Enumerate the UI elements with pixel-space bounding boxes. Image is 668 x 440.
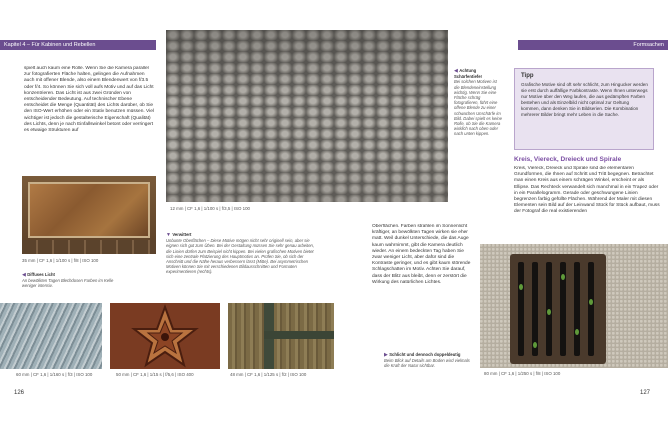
thumb2-meta: 50 mm | CF 1,6 | 1/15 s | f/5,6 | ISO 400 — [116, 372, 194, 377]
thumb1-meta: 60 mm | CF 1,6 | 1/160 s | f/3 | ISO 100 — [16, 372, 93, 377]
chapter-header: Kapitel 4 – Für Kabinen und Rebellen — [0, 40, 156, 50]
triangle-down-icon: ▼ — [166, 232, 173, 238]
grate-caption — [384, 352, 476, 369]
grate-frame — [510, 254, 606, 364]
tip-text: Grafische Motive sind oft sehr schlicht, zum Hingucker werden sie erst durch auffällige Farbkontraste. Wenn Ihnen unterwegs nur Motive über den Weg laufen, die aus gedämpften Farben bestehen und als Einzelbild nicht optimal zur Geltung kommen, dann denken Sie in Bildserien. Die Kombination mehrerer Bilder bringt mehr Leben in die Sache. — [521, 82, 648, 117]
sign-plate — [28, 182, 150, 238]
cobblestone-photo — [166, 30, 448, 202]
weathered-caption-text: Unbunte Oberflächen – Diese Motive mögen nicht sehr originell sein, aber sie eignen sich gut zum Üben. Bei der Gestaltung müssen Sie sehr genau arbeiten, die Linien dürfen zum Beispiel nicht kippen. Bei vielen grafischen Motiven bietet sich eine zentrale Platzierung des Hauptmotivs an. Prüfen Sie, ob sich der Anschnitt und die Nähe heraus verbessern lässt (Mitte). Bei asymmetrischen Motiven können Sie mit verschiedenen Bildausschnitten und Formaten experimentieren (rechts). — [166, 238, 315, 275]
door-hinge-photo — [228, 303, 334, 369]
hinge-strap — [264, 331, 334, 339]
section-heading: Kreis, Viereck, Dreieck und Spirale — [514, 156, 622, 163]
sign-photo-meta: 35 mm | CF 1,6 | 1/100 s | f/8 | ISO 100 — [22, 258, 99, 263]
weathered-caption — [166, 232, 316, 302]
mid-body-text: Oberflächen. Farben strahlen im Sonnenlicht kräftiger, an bewölkten Tagen wirken sie eher matt. Weil dunkel Unterschiede, die das Auge kaum wahrnimmt, gibt die Kamera deutlich wieder. An einem bedeckten Tag haben Sie zwar weniger Licht, aber dafür sind die Kontraste geringer, und es gibt kaum störende Schlagschatten im Motiv. Achten Sie darauf, dass der Blitz aus bleibt, denn er zerstört die Wirkung des natürlichen Lichtes. — [372, 224, 471, 285]
thumb3-meta: 48 mm | CF 1,6 | 1/125 s | f/2 | ISO 100 — [230, 372, 307, 377]
weathered-caption-label: Verwittert — [172, 232, 192, 237]
sign-wood-slats — [22, 240, 156, 254]
sign-caption — [22, 272, 122, 289]
triangle-bullet-icon: ◀ — [22, 272, 28, 278]
left-body-text: spielt auch kaum eine Rolle. Wenn Sie die Kamera parallel zur fotografierten Fläche halten, gelingen die Aufnahmen auch mit offener Blende, also einem Blendenwert von f/3.5 oder f/4. So können Sie sich voll aufs Motiv und auf das Licht konzentrieren. Das Licht ist aus zwei Gründen von entscheidender Bedeutung. Auf technischer Ebene entscheidet die Menge (Quantität) des Lichts darüber, ob Sie den ISO-Wert erhöhen oder ein Stativ benutzen müssen. Viel wichtiger ist jedoch die gestalterische Eigenschaft (Qualität) des Lichts, denn je nach Einfallswinkel betont oder verringert es etwaige Strukturen auf — [24, 66, 154, 134]
cobblestone-caption — [454, 68, 502, 178]
grate-caption-label: Schlicht und dennoch doppeldeutig — [389, 352, 461, 357]
tip-title: Tipp — [521, 73, 534, 79]
star-pattern-svg — [110, 303, 220, 369]
cobblestone-caption-text: Bei solchen Motiven ist die Blendeneinstellung wichtig. Wenn Sie eine Fläche schräg fotografieren, führt eine offene Blende zu einer schwachen Unschärfe im Bild. Dabei spielt es keine Rolle, ob Sie die Kamera wirklich nach oben oder nach unten kippen. — [454, 79, 502, 137]
star-wood-photo — [110, 303, 220, 369]
drain-grate-photo — [480, 244, 668, 368]
sign-caption-label: Diffuses Licht — [27, 272, 55, 277]
grate-caption-text: Beim Blick auf Details am Boden wird vielmals die Kraft der Natur sichtbar. — [384, 358, 470, 369]
tip-box — [514, 68, 654, 150]
right-body-text: Kreis, Viereck, Dreieck und Spirale sind die elementaren Grundformen, die Ihnen auf Schritt und Tritt begegnen. Betrachtet man einen Kreis aus einem schrägen Winkel, erscheint er als Ellipse. Das Rechteck verwandelt sich manchmal in ein Trapez oder in ein Parallelogramm. Gerade oder geschwungene Linien begrenzen farbig gefüllte Flächen. Während der Maler mit diesen Elementen sein Bild auf der Leinwand Stück für Stück aufbaut, muss der Fotograf die real existierenden — [514, 166, 660, 215]
sign-caption-text: An bewölkten Tagen Blechdosen Farben im Kelle weniger intensiv. — [22, 278, 114, 289]
section-header: Formsachen — [518, 40, 668, 50]
right-page-number: 127 — [640, 390, 651, 396]
rusted-sign-photo — [22, 176, 156, 254]
triangle-right-icon: ▶ — [384, 352, 390, 358]
cobblestone-caption-label: Achtung Schärfentiefe! — [454, 68, 482, 80]
cobblestone-meta: 12 mm | CF 1,6 | 1/100 s | f/3,5 | ISO 100 — [170, 206, 250, 211]
grate-meta: 80 mm | CF 1,6 | 1/250 s | f/8 | ISO 100 — [484, 371, 561, 376]
grey-wood-photo — [0, 303, 102, 369]
left-page-number: 126 — [14, 390, 25, 396]
triangle-bullet-icon-2: ◀ — [454, 68, 460, 74]
